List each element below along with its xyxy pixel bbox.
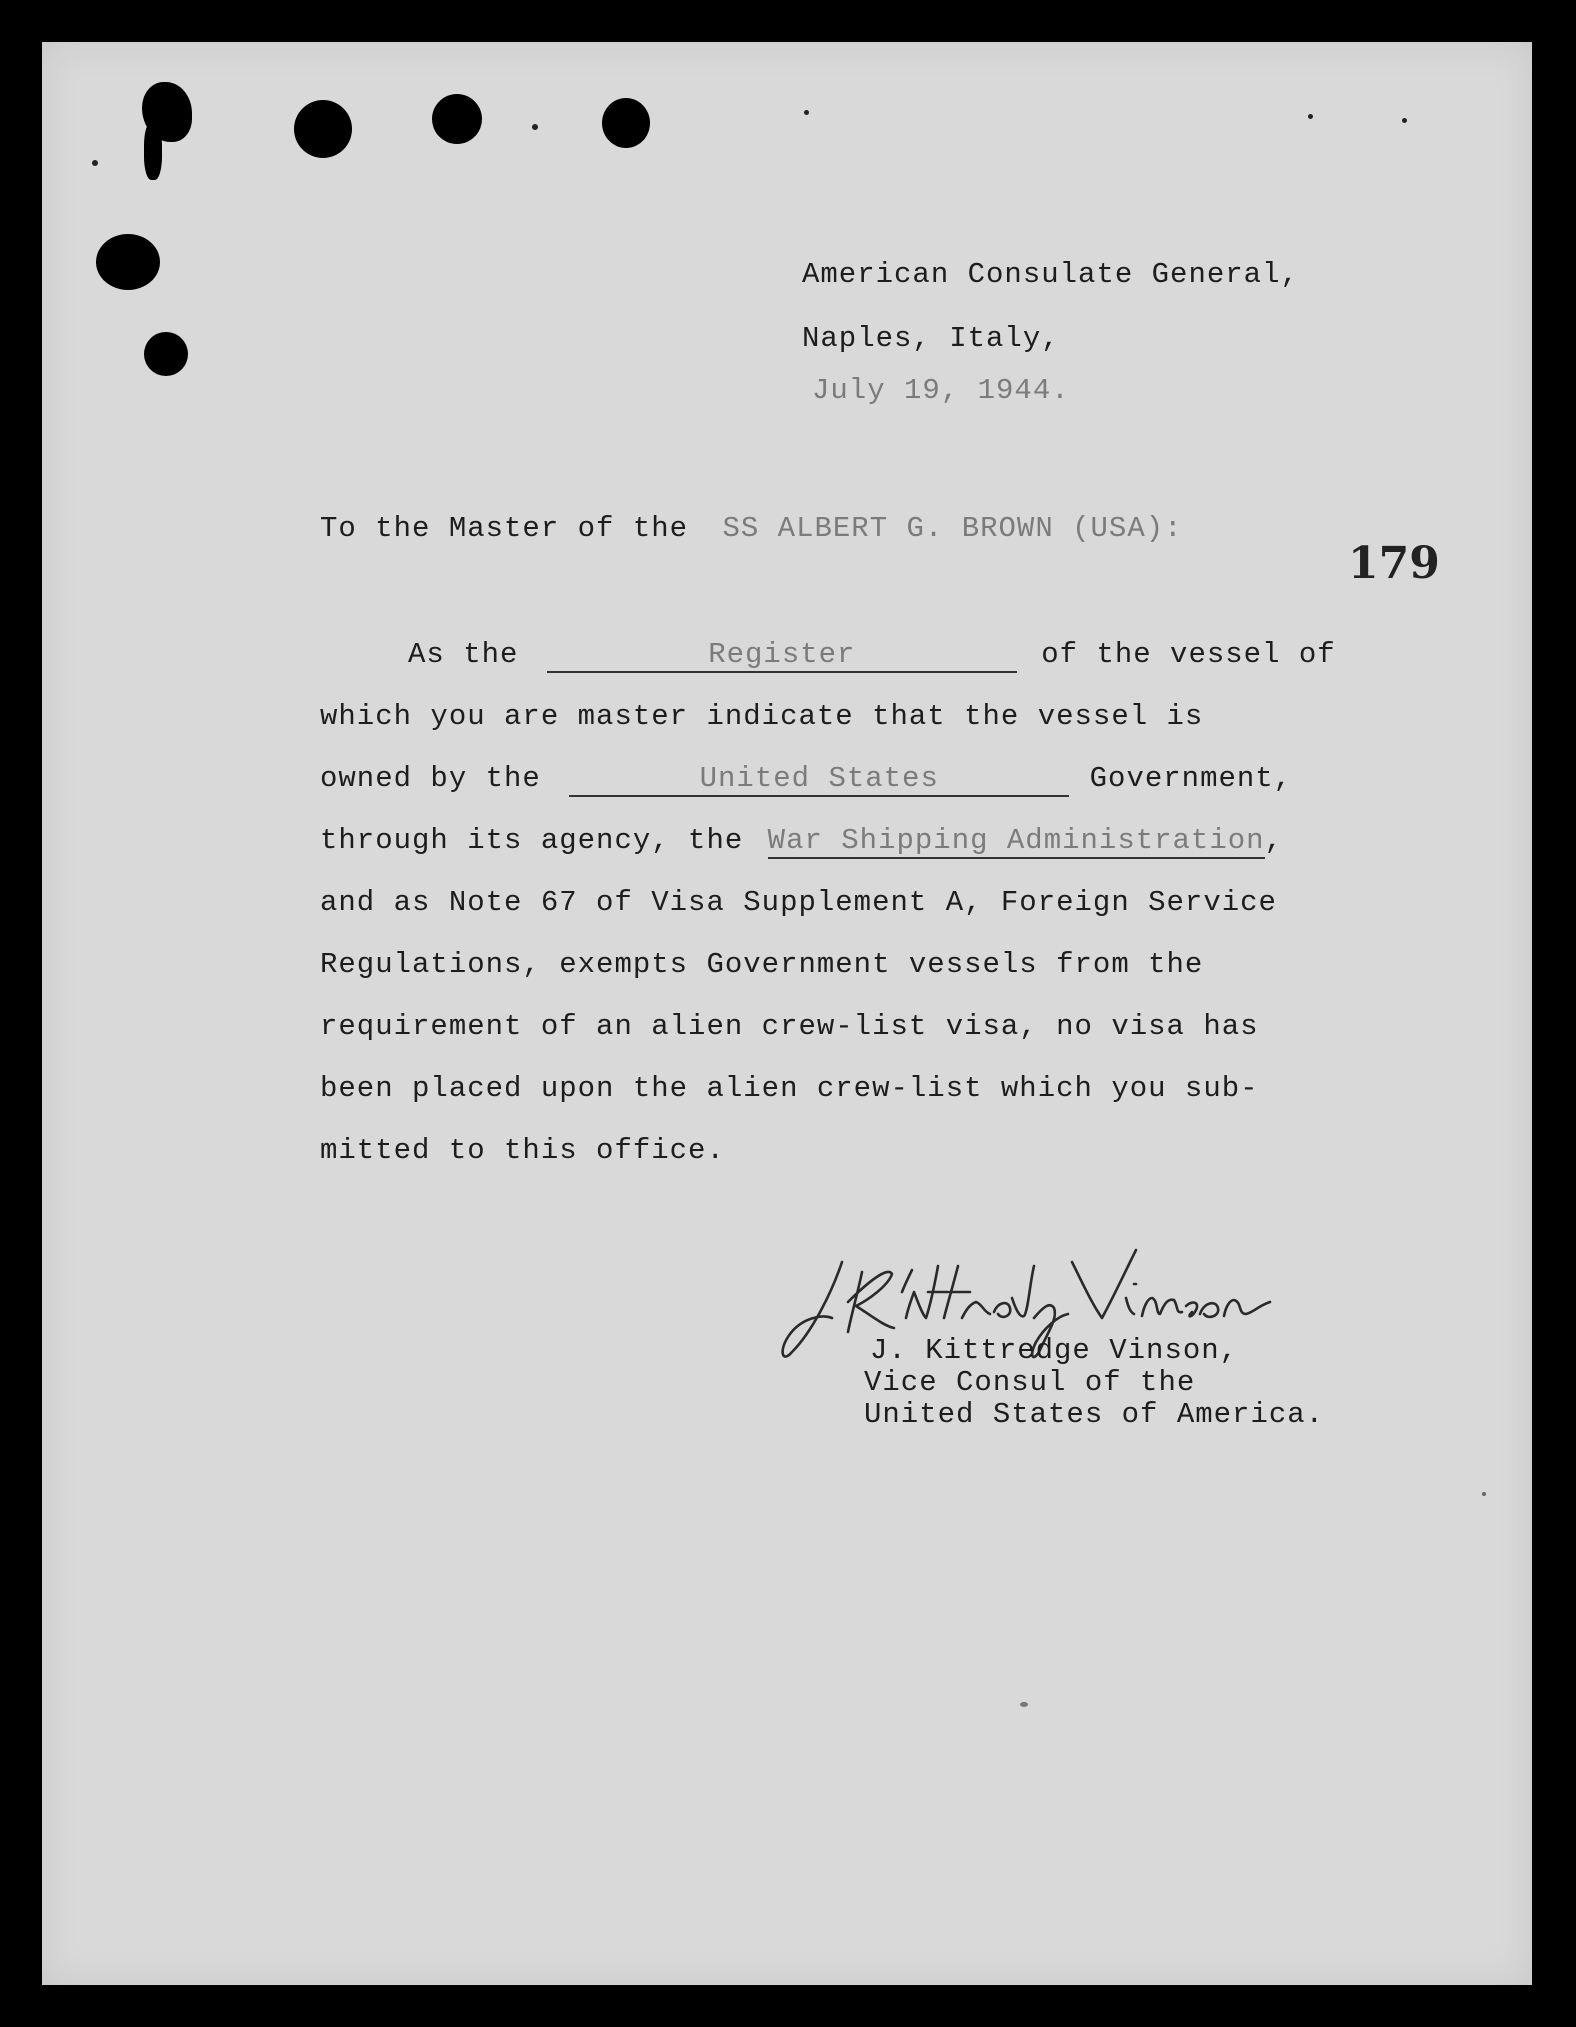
- body-text: owned by the: [320, 762, 541, 795]
- punch-hole-tail: [144, 122, 162, 180]
- punch-hole: [432, 94, 482, 144]
- salutation: [320, 512, 1183, 545]
- consulate-location: Naples, Italy,: [802, 322, 1060, 355]
- speck: [1020, 1702, 1028, 1707]
- body-line-6: Regulations, exempts Government vessels from the: [320, 948, 1204, 981]
- body-line-8: been placed upon the alien crew-list which you sub-: [320, 1072, 1259, 1105]
- punch-hole: [96, 234, 160, 290]
- signer-title-line-1: Vice Consul of the: [864, 1366, 1196, 1399]
- punch-hole: [294, 100, 352, 158]
- page-number: 179: [1348, 538, 1440, 589]
- body-text: Government,: [1089, 762, 1293, 795]
- document-type-field: Register: [547, 639, 1017, 673]
- speck: [532, 124, 538, 130]
- vessel-name: SS ALBERT G. BROWN (USA):: [722, 512, 1183, 545]
- body-text: ,: [1264, 824, 1283, 857]
- salutation-prefix: To the Master of the: [320, 512, 689, 545]
- punch-hole: [144, 332, 188, 376]
- speck: [92, 160, 98, 166]
- letter-date: July 19, 1944.: [812, 374, 1070, 407]
- owner-field: United States: [569, 763, 1069, 797]
- body-text: As the: [408, 638, 519, 671]
- body-line-1: [408, 638, 1336, 673]
- body-line-2: which you are master indicate that the vessel is: [320, 700, 1204, 733]
- speck: [1482, 1492, 1486, 1496]
- body-line-5: and as Note 67 of Visa Supplement A, Foreign Service: [320, 886, 1277, 919]
- speck: [804, 110, 809, 115]
- body-line-3: [320, 762, 1292, 797]
- speck: [1308, 114, 1313, 119]
- signer-name: J. Kittredge Vinson,: [870, 1334, 1239, 1367]
- speck: [1402, 118, 1407, 123]
- body-line-9: mitted to this office.: [320, 1134, 725, 1167]
- agency-field: War Shipping Administration: [767, 824, 1265, 857]
- punch-hole: [602, 98, 650, 148]
- body-text: of the vessel of: [1041, 638, 1336, 671]
- body-line-7: requirement of an alien crew-list visa, no visa has: [320, 1010, 1259, 1043]
- consulate-name: American Consulate General,: [802, 258, 1299, 291]
- body-line-4: [320, 824, 1283, 859]
- signer-title-line-2: United States of America.: [864, 1398, 1325, 1431]
- body-text: through its agency, the: [320, 824, 744, 857]
- letter-page: [42, 42, 1532, 1985]
